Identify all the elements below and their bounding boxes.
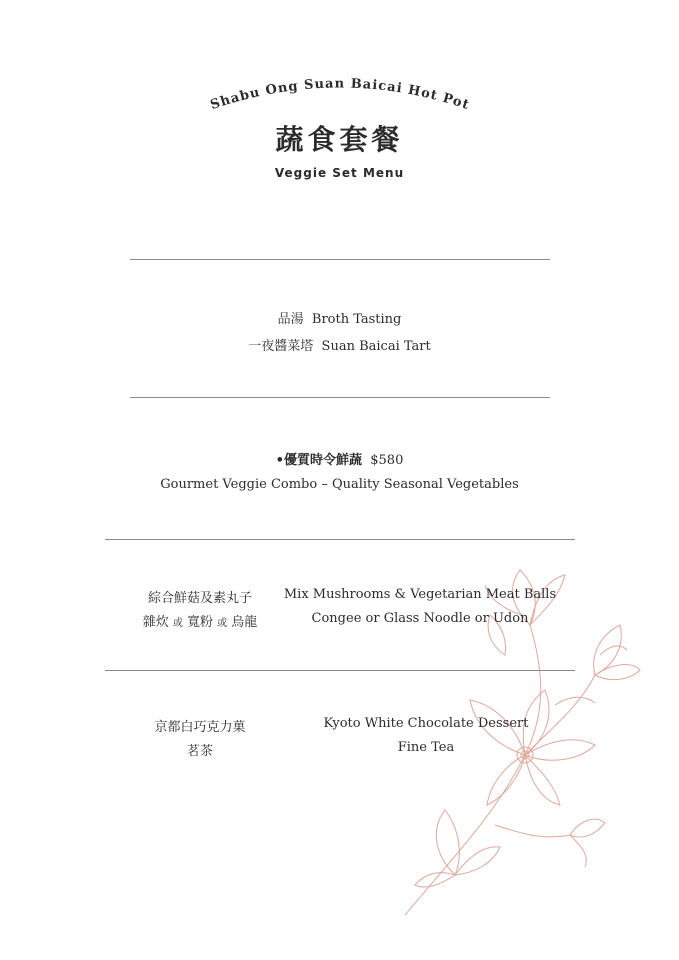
course-1-option-b: 寬粉 — [186, 615, 213, 630]
starter-1-en: Broth Tasting — [311, 312, 402, 327]
course-1-or-2: 或 — [217, 618, 228, 629]
starter-item-2 — [0, 335, 679, 354]
divider-3 — [105, 539, 575, 540]
course-2-en-line1: Kyoto White Chocolate Dessert — [323, 716, 529, 731]
main-bullet: • — [275, 453, 284, 468]
menu-title-cn: 蔬食套餐 — [275, 123, 404, 156]
menu-subtitle: Veggie Set Menu — [274, 166, 405, 180]
restaurant-name-text: Shabu Ong Suan Baicai Hot Pot — [208, 76, 472, 114]
course-1-option-a: 雜炊 — [142, 615, 169, 630]
starter-item-1 — [0, 308, 679, 327]
course-2-cn-line1: 京都白巧克力菓 — [154, 720, 246, 735]
divider-2 — [130, 397, 550, 398]
main-course-en: Gourmet Veggie Combo – Quality Seasonal Vegetables — [160, 477, 519, 492]
divider-4 — [105, 670, 575, 671]
course-1-en-line2: Congee or Glass Noodle or Udon — [311, 611, 529, 626]
course-1-or-1: 或 — [172, 618, 183, 629]
starter-2-cn: 一夜醬菜塔 — [248, 339, 314, 354]
main-course-title — [0, 449, 679, 468]
course-1-cn-line1: 綜合鮮菇及素丸子 — [147, 591, 252, 606]
divider-1 — [130, 259, 550, 260]
svg-text:Shabu Ong Suan Baicai Hot Pot — [209, 76, 472, 113]
starter-1-cn: 品湯 — [277, 312, 304, 327]
main-course-price: $580 — [370, 453, 404, 468]
course-1-option-c: 烏龍 — [231, 615, 258, 630]
starter-2-en: Suan Baicai Tart — [321, 339, 431, 354]
course-2-cn-line2: 茗茶 — [186, 744, 213, 759]
course-2-en-line2: Fine Tea — [397, 740, 455, 755]
course-1-en-line1: Mix Mushrooms & Vegetarian Meat Balls — [283, 587, 557, 602]
main-course-cn: 優質時令鮮蔬 — [283, 453, 362, 468]
